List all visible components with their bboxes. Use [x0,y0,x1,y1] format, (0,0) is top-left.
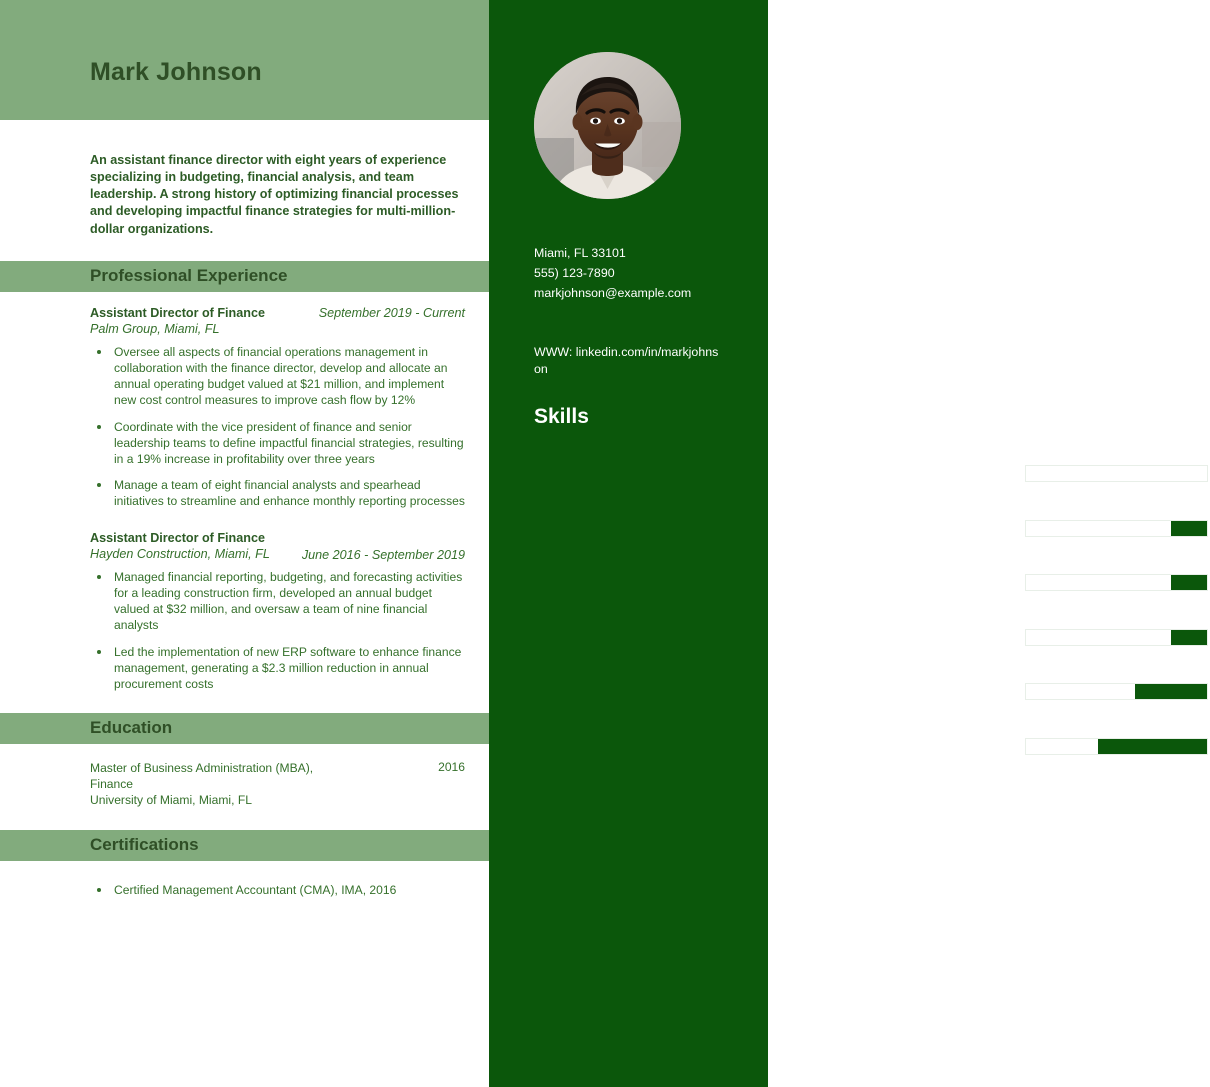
education-row [90,760,465,808]
list-item [90,477,465,509]
skill-label: Cash flow optimization [1025,609,1147,624]
job-dates: June 2016 - September 2019 [301,548,465,562]
section-title-certifications: Certifications [90,835,199,854]
skill-item [1025,719,1210,755]
main-column [0,0,489,1087]
job-header [90,530,465,562]
list-item [90,569,465,633]
experience-entry-1 [90,530,465,692]
education-degree: Master of Business Administration (MBA), Finance [90,761,314,792]
skill-bar [1025,683,1208,700]
section-title-experience: Professional Experience [90,266,288,285]
job-dates: September 2019 - Current [318,306,465,320]
job-header [90,305,465,337]
skill-bar [1025,574,1208,591]
list-item [90,344,465,408]
bullet-dot-icon [97,425,101,429]
professional-summary: An assistant finance director with eight years of experience specializing in budgeting, financial analysis, and team leadership. A strong history of optimizing financial processes and developing impactful finance strategies for multi-million-dollar organizations. [90,153,459,236]
skill-bar-fill [1026,575,1171,590]
bullet-dot-icon [97,575,101,579]
education-school: University of Miami, Miami, FL [90,793,252,808]
skill-label: Budget management [1025,446,1139,460]
education-entry-0 [90,760,465,808]
profile-photo-icon [534,52,681,199]
bullet-dot-icon [97,350,101,354]
candidate-name: Mark Johnson [90,58,262,86]
skill-label: Financial modeling [1025,664,1127,678]
skill-bar [1025,520,1208,537]
job-identity [90,305,335,337]
job-title: Assistant Director of Finance [90,306,265,320]
skill-label: Team leadership [1025,555,1115,569]
bullet-text: Manage a team of eight financial analysts and spearhead initiatives to streamline and enhance monthly reporting processes [114,477,465,508]
job-organization: Hayden Construction, Miami, FL [90,547,270,562]
skill-item [1025,501,1210,537]
list-item [90,644,465,692]
job-bullet-list [90,569,465,692]
skill-item [1025,555,1210,591]
job-organization: Palm Group, Miami, FL [90,322,220,337]
section-header-experience [0,261,489,292]
bullet-text: Managed financial reporting, budgeting, and forecasting activities for a leading construction firm, developed an annual budget valued at $32 million, and oversaw a team of nine financial analysts [114,570,463,633]
job-identity [90,530,290,562]
bullet-dot-icon [97,483,101,487]
contact-info [534,243,759,303]
skill-bar-fill [1026,630,1171,645]
sidebar [489,0,1147,1087]
bullet-text: Oversee all aspects of financial operations management in collaboration with the finance director, develop and allocate an annual operating budget valued at $21 million, and implement new cost control measures to improve cash flow by 12% [114,345,448,408]
contact-phone[interactable]: 555) 123-7890 [534,266,615,281]
skill-bar [1025,738,1208,755]
skill-item [1025,446,1210,482]
skill-bar-fill [1026,521,1171,536]
section-header-certifications [0,830,489,861]
skill-bar [1025,629,1208,646]
bullet-dot-icon [97,888,101,892]
skill-label: Financial reporting [1025,500,1126,515]
skill-item [1025,664,1210,700]
experience-entry-0 [90,305,465,509]
list-item [90,419,465,467]
list-item [90,882,465,898]
skills-list [1025,446,1210,773]
certification-bullet-list [90,882,465,898]
skill-label: Forecasting [1025,718,1089,733]
contact-location: Miami, FL 33101 [534,246,626,260]
skill-bar-fill [1026,466,1207,481]
section-title-education: Education [90,718,173,737]
bullet-text: Certified Management Accountant (CMA), IMA, 2016 [114,883,397,897]
job-title: Assistant Director of Finance [90,531,265,545]
skill-item [1025,610,1210,646]
skill-bar-fill [1026,684,1135,699]
section-header-education [0,713,489,744]
certifications-list [90,875,465,898]
name-banner [0,0,489,120]
skill-bar-fill [1026,739,1098,754]
avatar [534,52,681,199]
skill-bar [1025,465,1208,482]
bullet-text: Led the implementation of new ERP software to enhance finance management, generating a $2.3 million reduction in annual procurement costs [114,644,462,691]
education-details [90,760,340,808]
contact-website[interactable]: WWW: linkedin.com/in/markjohnson [534,345,719,376]
bullet-text: Coordinate with the vice president of finance and senior leadership teams to define impactful financial strategies, resulting in a 19% increase in profitability over three years [114,419,464,466]
skills-heading: Skills [534,405,589,428]
job-bullet-list [90,344,465,509]
education-year: 2016 [438,760,465,774]
contact-email[interactable]: markjohnson@example.com [534,286,692,301]
bullet-dot-icon [97,650,101,654]
